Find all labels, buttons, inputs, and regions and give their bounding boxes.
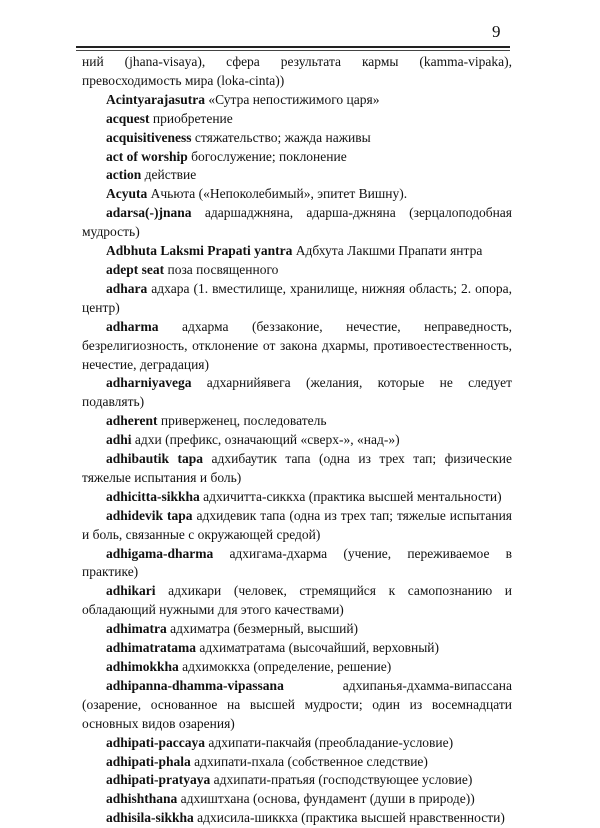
entry-term: adhisila-sikkha <box>106 810 194 826</box>
entry-definition: адхисила-шиккха (практика высшей нравственности) <box>197 810 505 826</box>
page-number: 9 <box>492 22 501 41</box>
entry-adharniyavega <box>82 374 512 412</box>
entry-term: adharniyavega <box>106 375 192 391</box>
entry-definition: Ачьюта («Непоколебимый», эпитет Вишну). <box>150 186 408 202</box>
entry-act-of-worship <box>82 148 512 167</box>
entry-definition: стяжательство; жажда наживы <box>194 129 371 145</box>
entry-term: adhimatratama <box>106 640 196 656</box>
entry-acquisitiveness <box>82 129 512 148</box>
entry-term: adhi <box>106 432 132 448</box>
entry-term: adhidevik tapa <box>106 507 193 523</box>
entry-definition: адхиштхана (основа, фундамент (души в природе)) <box>180 791 475 807</box>
entry-acyuta <box>82 185 512 204</box>
entry-term: action <box>106 167 142 183</box>
continuation-text: ний (jhana-visaya), сфера результата кармы (kamma-vipaka), превосходимость мира (loka-cinta)) <box>82 54 512 88</box>
entry-definition: богослужение; поклонение <box>191 148 347 164</box>
entry-term: adhimokkha <box>106 659 179 674</box>
entry-adhimatratama <box>82 639 512 658</box>
entry-term: adept seat <box>106 261 165 277</box>
entry-definition: «Сутра непостижимого царя» <box>208 91 380 107</box>
entry-acintyarajasutra <box>82 91 512 110</box>
entry-adherent <box>82 412 512 431</box>
entry-adarsa-jnana <box>82 204 512 242</box>
entry-definition: адхара (1. вместилище, хранилище, нижняя область; 2. опора, центр) <box>82 280 512 315</box>
entry-adhicitta-sikkha <box>82 488 512 507</box>
entry-adept-seat <box>82 261 512 280</box>
entry-term: adhibautik tapa <box>106 451 204 467</box>
entry-definition: адхидевик тапа (одна из трех тап; тяжелые испытания и боль, связанные с окружающей средой) <box>82 507 513 542</box>
entry-adhipati-pratyaya <box>82 771 512 790</box>
dictionary-content <box>82 53 512 828</box>
entry-definition: адхипати-пхала (собственное следствие) <box>194 753 428 769</box>
header-rule-thin <box>76 50 510 51</box>
entry-definition: приобретение <box>152 110 233 126</box>
entry-adhibautik-tapa <box>82 450 512 488</box>
entry-definition: адхигама-дхарма (учение, переживаемое в практике) <box>82 545 512 580</box>
entry-definition: адхибаутик тапа (одна из трех тап; физические тяжелые испытания и боль) <box>82 451 513 485</box>
entry-term: acquest <box>106 110 150 126</box>
entry-term: adhipati-phala <box>106 753 191 769</box>
entry-term: adarsa(-)jnana <box>106 205 192 221</box>
entry-term: acquisitiveness <box>106 129 192 145</box>
entry-adhara <box>82 280 512 318</box>
entry-definition: действие <box>144 167 197 183</box>
entry-term: adhikari <box>106 583 156 599</box>
entry-definition: адхарма (беззаконие, нечестие, неправедность, безрелигиозность, отклонение от закона дхармы, противоестественность, нечестие, деградация) <box>82 318 512 372</box>
entry-adhishthana <box>82 790 512 809</box>
header-rule-thick <box>76 46 510 48</box>
entry-definition: адхиматра (безмерный, высший) <box>170 621 359 637</box>
entry-definition: адаршаджняна, адарша-джняна (зерцалоподобная мудрость) <box>82 205 513 240</box>
entry-adhipanna-dhamma-vipassana <box>82 677 512 734</box>
entry-term: adhipati-pratyaya <box>106 772 211 788</box>
entry-adharma <box>82 318 512 375</box>
entry-definition: адхи (префикс, означающий «сверх-», «над-») <box>134 432 400 448</box>
entry-definition: адхимоккха (определение, решение) <box>182 659 392 674</box>
entry-definition: адхипати-пакчайя (преобладание-условие) <box>208 734 454 750</box>
entry-definition: приверженец, последователь <box>160 413 327 429</box>
entry-definition: адхикари (человек, стремящийся к самопознанию и обладающий нужными для этого качествами) <box>82 583 512 618</box>
entry-term: adhimatra <box>106 621 167 637</box>
entry-adhipati-phala <box>82 753 512 772</box>
entry-term: adhicitta-sikkha <box>106 488 200 504</box>
entry-definition: адхичитта-сиккха (практика высшей ментальности) <box>203 488 502 504</box>
entry-term: Acintyarajasutra <box>106 91 205 107</box>
entry-definition: адхипати-пратьяя (господствующее условие) <box>213 772 473 788</box>
entry-action <box>82 166 512 185</box>
entry-term: act of worship <box>106 148 188 164</box>
entry-term: adherent <box>106 413 158 429</box>
entry-term: adharma <box>106 318 159 334</box>
entry-term: adhipanna-dhamma-vipassana <box>106 677 284 693</box>
entry-adbhuta-laksmi <box>82 242 512 261</box>
entry-acquest <box>82 110 512 129</box>
entry-definition: поза посвященного <box>167 261 279 277</box>
entry-adhigama-dharma <box>82 545 512 583</box>
entry-definition: адхипанья-дхамма-випассана (озарение, основанное на высшей мудрости; один из восемнадцати основных видов озарения) <box>82 677 512 731</box>
entry-term: Adbhuta Laksmi Prapati yantra <box>106 243 293 259</box>
entry-definition: адхиматратама (высочайший, верховный) <box>199 640 439 656</box>
entry-adhikari <box>82 582 512 620</box>
entry-term: adhishthana <box>106 791 178 807</box>
entry-adhimatra <box>82 620 512 639</box>
entry-term: adhipati-paccaya <box>106 734 206 750</box>
entry-adhisila-sikkha <box>82 809 512 828</box>
entry-term: adhigama-dharma <box>106 545 214 561</box>
entry-definition: адхарнийявега (желания, которые не следует подавлять) <box>82 375 512 410</box>
entry-term: Acyuta <box>106 186 148 202</box>
entry-adhi <box>82 431 512 450</box>
entry-definition: Адбхута Лакшми Прапати янтра <box>295 243 483 259</box>
entry-term: adhara <box>106 280 148 296</box>
entry-adhimokkha <box>82 658 512 677</box>
entry-adhidevik-tapa <box>82 507 512 545</box>
